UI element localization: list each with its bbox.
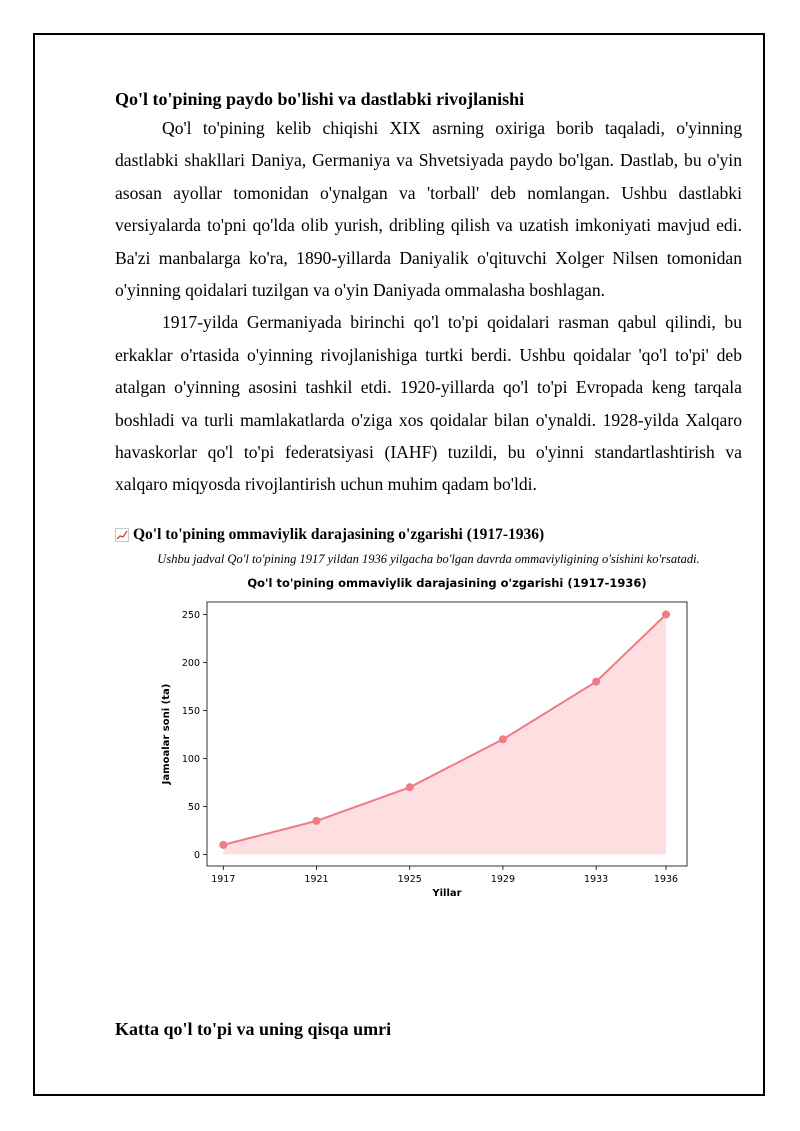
- chart-increasing-icon: [115, 528, 129, 542]
- x-axis-label: Yillar: [432, 887, 462, 899]
- figure-title-text: Qo'l to'pining ommaviylik darajasining o'zgarishi (1917-1936): [133, 525, 545, 543]
- section-heading-2: Katta qo'l to'pi va uning qisqa umri: [115, 1019, 392, 1039]
- y-tick-label: 50: [187, 801, 200, 813]
- line-chart: [145, 574, 705, 904]
- paragraph-rules-1917: 1917-yilda Germaniyada birinchi qo'l to'pi qoidalari rasman qabul qilindi, bu erkaklar o'rtasida o'yinning rivojlanishiga turtki berdi. Ushbu qoidalar 'qo'l to'pi' deb atalgan o'yinning asosini tashkil etdi. 1920-yillarda qo'l to'pi Evropada keng tarqala boshladi va turli mamlakatlarda o'ziga xos qoidalar bilan o'ynaldi. 1928-yilda Xalqaro havaskorlar qo'l to'pi federatsiyasi (IAHF) tuzildi, bu o'yinni standartlashtirish va xalqaro miqyosda rivojlantirish uchun muhim qadam bo'ldi.: [115, 312, 742, 495]
- x-tick-label: 1921: [304, 873, 329, 885]
- area-fill: [223, 614, 666, 854]
- y-tick-label: 150: [181, 705, 200, 717]
- document-body: [115, 84, 742, 904]
- chart-container: [145, 574, 705, 904]
- y-tick-label: 100: [181, 753, 200, 765]
- x-tick-label: 1925: [397, 873, 422, 885]
- x-tick-label: 1917: [211, 873, 236, 885]
- y-tick-label: 250: [181, 609, 200, 621]
- x-tick-label: 1929: [490, 873, 516, 885]
- data-point: [313, 817, 321, 825]
- section-heading: Qo'l to'pining paydo bo'lishi va dastlabki rivojlanishi: [115, 89, 525, 109]
- data-point: [662, 610, 670, 618]
- y-tick-label: 200: [181, 657, 200, 669]
- data-point: [499, 735, 507, 743]
- data-point: [406, 783, 414, 791]
- paragraph-origins: Qo'l to'pining kelib chiqishi XIX asrning oxiriga borib taqaladi, o'yinning dastlabki shakllari Daniya, Germaniya va Shvetsiyada paydo bo'lgan. Dastlab, bu o'yin asosan ayollar tomonidan o'ynalgan va 'torball' deb nomlangan. Ushbu dastlabki versiyalarda to'pni qo'lda olib yurish, dribling qilish va uzatish imkoniyati mavjud edi. Ba'zi manbalarga ko'ra, 1890-yillarda Daniyalik o'qituvchi Xolger Nilsen tomonidan o'yinning qoidalari tuzilgan va o'yin Daniyada ommalasha boshlagan.: [115, 118, 742, 301]
- data-point: [219, 841, 227, 849]
- y-axis-label: Jamoalar soni (ta): [161, 683, 172, 785]
- x-tick-label: 1936: [653, 873, 679, 885]
- figure-title: [115, 524, 742, 546]
- y-tick-label: 0: [193, 849, 200, 861]
- figure-caption: Ushbu jadval Qo'l to'pining 1917 yildan 1936 yilgacha bo'lgan davrda ommaviyligining o'sishini ko'rsatadi.: [157, 551, 700, 566]
- x-tick-label: 1933: [584, 873, 609, 885]
- data-point: [592, 678, 600, 686]
- chart-title: Qo'l to'pining ommaviylik darajasining o'zgarishi (1917-1936): [247, 575, 647, 590]
